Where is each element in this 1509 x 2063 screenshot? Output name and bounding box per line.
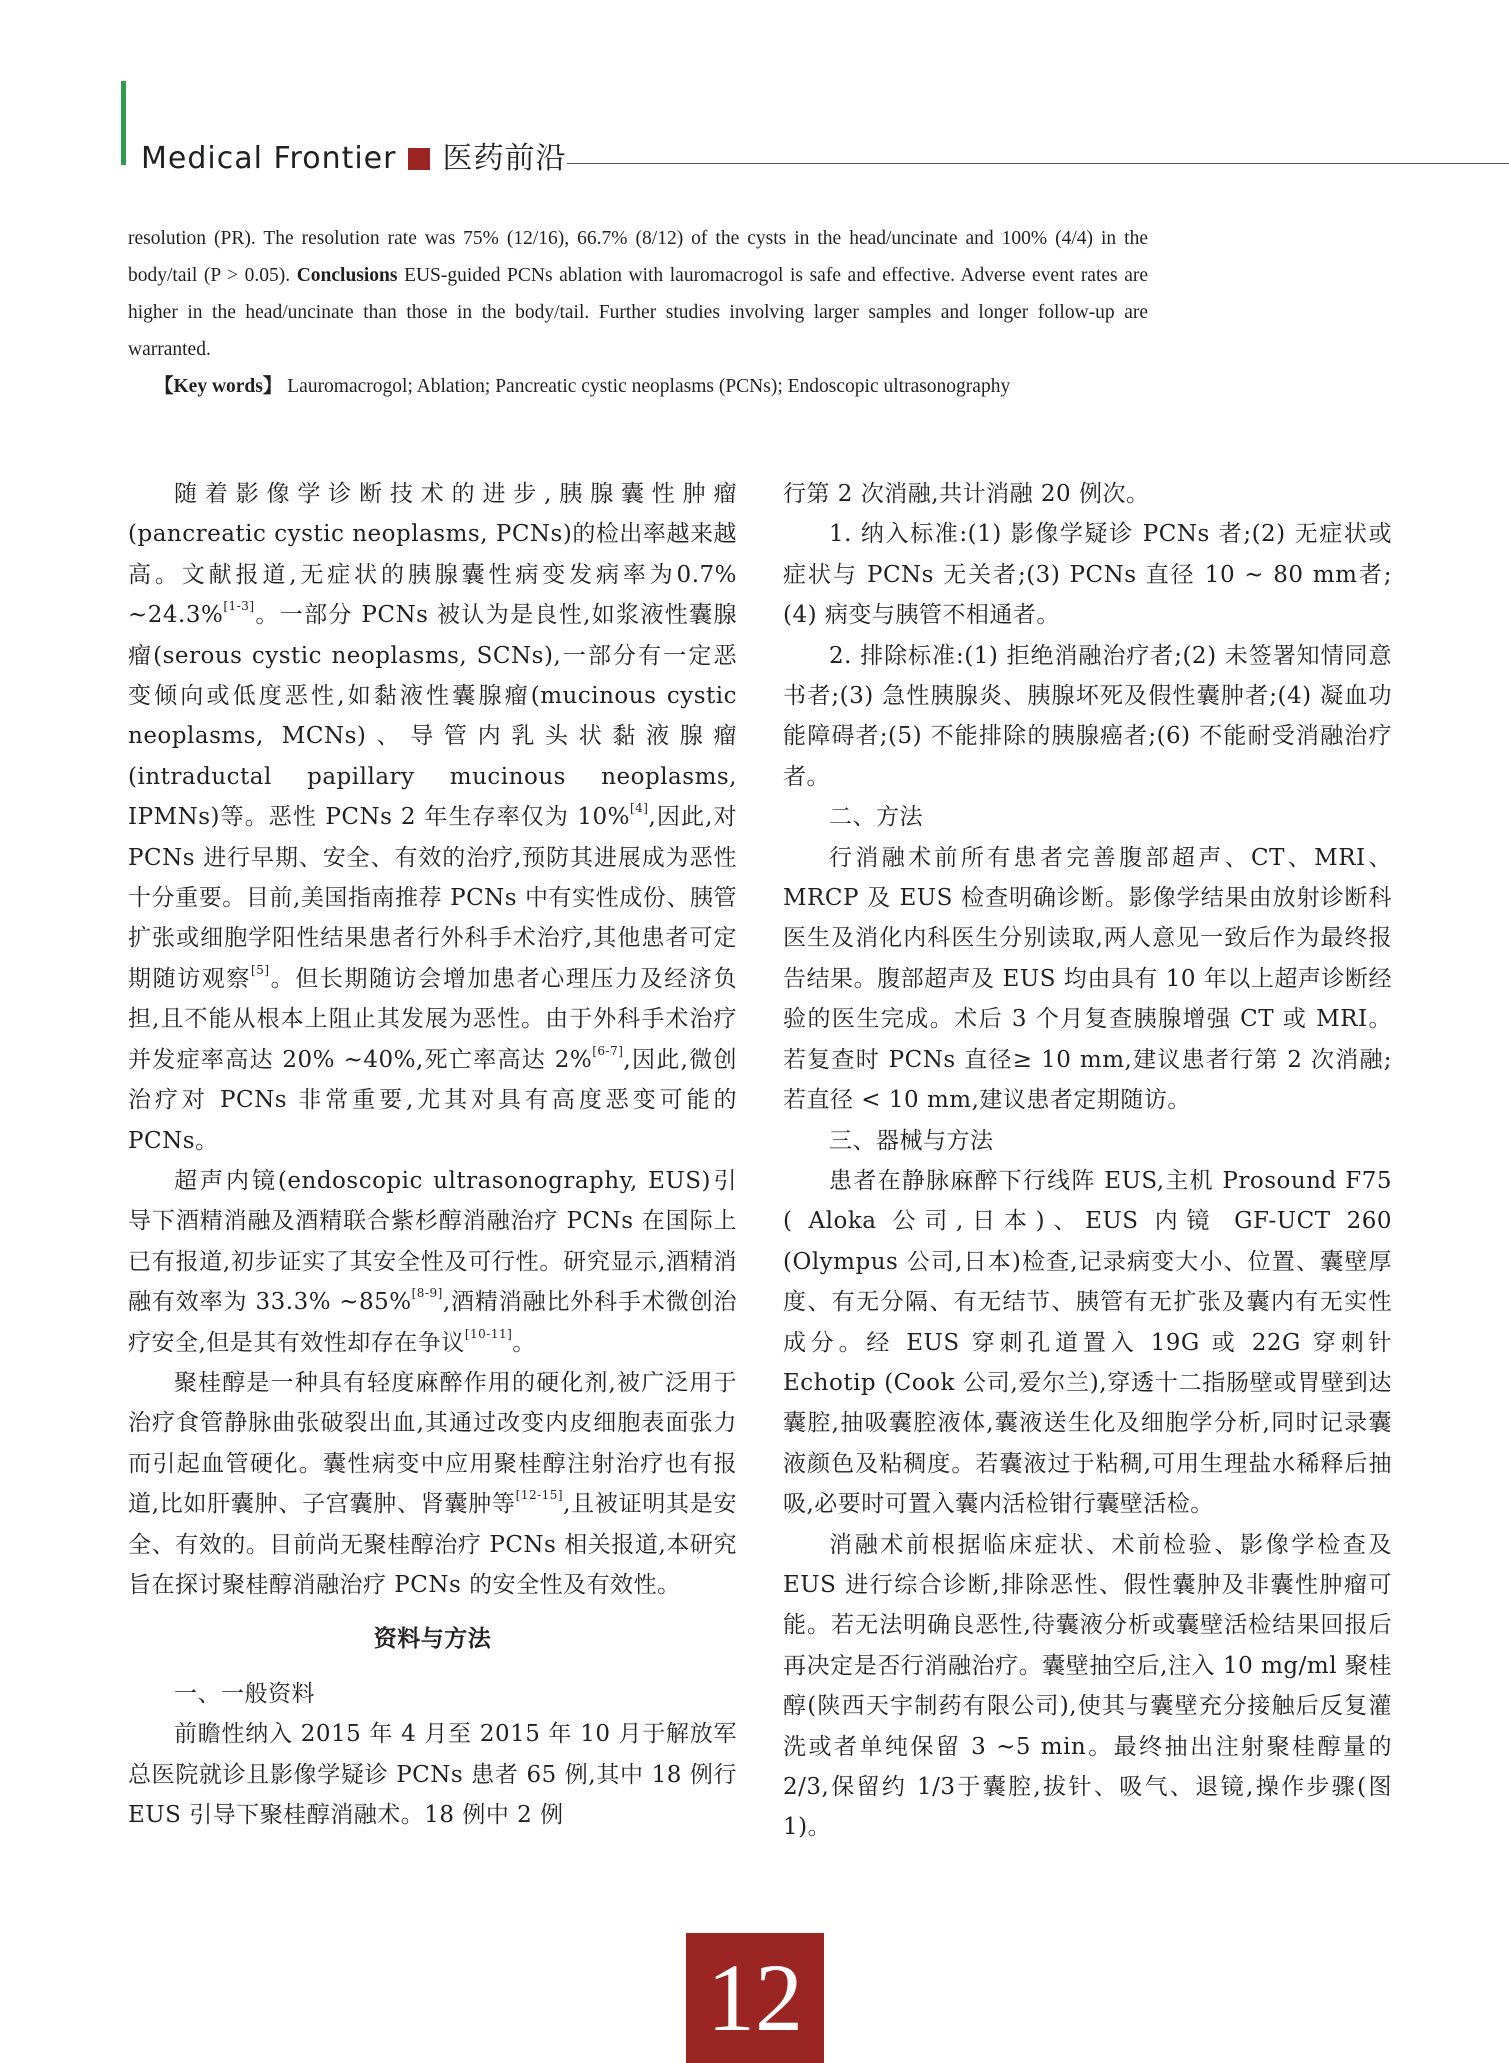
- methods-paragraph-3: 患者在静脉麻醉下行线阵 EUS,主机 Prosound F75 ( Aloka 公司,日本)、EUS 内镜 GF-UCT 260 (Olympus 公司,日本)检查,记录病变大小、位置、囊壁厚度、有无分隔、有无结节、胰管有无扩张及囊内有无实性成分。经 EUS 穿刺孔道置入 19G 或 22G 穿刺针 Echotip (Cook 公司,爱尔兰),穿透十二指肠壁或胃壁到达囊腔,抽吸囊腔液体,囊液送生化及细胞学分析,同时记录囊液颜色及粘稠度。若囊液过于粘稠,可用生理盐水稀释后抽吸,必要时可置入囊内活检钳行囊壁活检。: [783, 1167, 1392, 1518]
- citation: [10-11]: [464, 1326, 513, 1341]
- subsection-instruments: 三、器械与方法: [829, 1127, 994, 1154]
- inclusion-criteria: 1. 纳入标准:(1) 影像学疑诊 PCNs 者;(2) 无症状或症状与 PCNs 无关者;(3) PCNs 直径 10 ~ 80 mm者;(4) 病变与胰管不相通者。: [783, 521, 1392, 629]
- methods-paragraph-1: 前瞻性纳入 2015 年 4 月至 2015 年 10 月于解放军总医院就诊且影像学疑诊 PCNs 患者 65 例,其中 18 例行 EUS 引导下聚桂醇消融术。18 例中 2 例: [128, 1721, 737, 1828]
- intro-paragraph-1: 随着影像学诊断技术的进步,胰腺囊性肿瘤(pancreatic cystic neoplasms, PCNs)的检出率越来越高。文献报道,无症状的胰腺囊性病变发病率为0.7% ~24.3%[1-3]。一部分 PCNs 被认为是良性,如浆液性囊腺瘤(serous cystic neoplasms, SCNs),一部分有一定恶变倾向或低度恶性,如黏液性囊腺瘤(mucinous cystic neoplasms, MCNs)、导管内乳头状黏液腺瘤(intraductal papillary mucinous neoplasms, IPMNs)等。恶性 PCNs 2 年生存率仅为 10%[4],因此,对 PCNs 进行早期、安全、有效的治疗,预防其进展成为恶性十分重要。目前,美国指南推荐 PCNs 中有实性成份、胰管扩张或细胞学阳性结果患者行外科手术治疗,其他患者可定期随访观察[5]。但长期随访会增加患者心理压力及经济负担,且不能从根本上阻止其发展为恶性。由于外科手术治疗并发症率高达 20% ~40%,死亡率高达 2%[6-7],因此,微创治疗对 PCNs 非常重要,尤其对具有高度恶变可能的 PCNs。: [128, 481, 738, 1154]
- methods-paragraph-4: 消融术前根据临床症状、术前检验、影像学检查及 EUS 进行综合诊断,排除恶性、假性囊肿及非囊性肿瘤可能。若无法明确良恶性,待囊液分析或囊壁活检结果回报后再决定是否行消融治疗。囊壁抽空后,注入 10 mg/ml 聚桂醇(陕西天宇制药有限公司),使其与囊壁充分接触后反复灌洗或者单纯保留 3 ~5 min。最终抽出注射聚桂醇量的 2/3,保留约 1/3于囊腔,拔针、吸气、退镜,操作步骤(图 1)。: [783, 1531, 1392, 1841]
- abstract-conclusions: EUS-guided PCNs ablation with lauromacrogol is safe and effective. Adverse event rates are higher in the head/uncinate than those in the body/tail. Further studies involving larger samples and longer follow-up are warranted.: [128, 265, 1148, 360]
- subsection-general-info: 一、一般资料: [174, 1680, 315, 1707]
- page-number: 12: [686, 1933, 824, 2063]
- citation: [12-15]: [515, 1488, 564, 1503]
- journal-header: [141, 133, 566, 177]
- conclusions-label: Conclusions: [296, 265, 398, 286]
- abstract-text: [128, 220, 1148, 368]
- journal-title-cn: 医药前沿: [442, 141, 567, 176]
- intro-paragraph-3: 聚桂醇是一种具有轻度麻醉作用的硬化剂,被广泛用于治疗食管静脉曲张破裂出血,其通过改变内皮细胞表面张力而引起血管硬化。囊性病变中应用聚桂醇注射治疗也有报道,比如肝囊肿、子宫囊肿、肾囊肿等[12-15],且被证明其是安全、有效的。目前尚无聚桂醇治疗 PCNs 相关报道,本研究旨在探讨聚桂醇消融治疗 PCNs 的安全性及有效性。: [128, 1369, 737, 1598]
- right-column: [783, 474, 1392, 1848]
- subsection-methods: 二、方法: [829, 804, 923, 831]
- methods-paragraph-2: 行消融术前所有患者完善腹部超声、CT、MRI、MRCP 及 EUS 检查明确诊断。影像学结果由放射诊断科医生及消化内科医生分别读取,两人意见一致后作为最终报告结果。腹部超声及 EUS 均由具有 10 年以上超声诊断经验的医生完成。术后 3 个月复查胰腺增强 CT 或 MRI。若复查时 PCNs 直径≥ 10 mm,建议患者行第 2 次消融;若直径 < 10 mm,建议患者定期随访。: [783, 844, 1392, 1114]
- citation: [6-7]: [592, 1043, 624, 1058]
- english-abstract: [128, 220, 1148, 405]
- keywords: [128, 368, 1148, 405]
- intro-paragraph-2: 超声内镜(endoscopic ultrasonography, EUS)引导下酒精消融及酒精联合紫杉醇消融治疗 PCNs 在国际上已有报道,初步证实了其安全性及可行性。研究显示,酒精消融有效率为 33.3% ~85%[8-9],酒精消融比外科手术微创治疗安全,但是其有效性却存在争议[10-11]。: [128, 1167, 737, 1356]
- exclusion-criteria: 2. 排除标准:(1) 拒绝消融治疗者;(2) 未签署知情同意书者;(3) 急性胰腺炎、胰腺坏死及假性囊肿者;(4) 凝血功能障碍者;(5) 不能排除的胰腺癌者;(6) 不能耐受消融治疗者。: [783, 642, 1392, 790]
- journal-title-en: Medical Frontier: [141, 141, 397, 176]
- keywords-label: 【Key words】: [154, 376, 283, 397]
- abstract-results: resolution (PR). The resolution rate was 75% (12/16), 66.7% (8/12) of the cysts in the head/uncinate and 100% (4/4) in the body/tail (P > 0.05).: [128, 228, 1148, 286]
- citation: [1-3]: [223, 599, 255, 614]
- section-title: 资料与方法: [373, 1626, 492, 1653]
- methods-continued: 行第 2 次消融,共计消融 20 例次。: [783, 481, 1150, 507]
- left-column: [128, 474, 737, 1835]
- header-rule: [567, 163, 1509, 164]
- citation: [8-9]: [411, 1286, 443, 1301]
- citation: [4]: [629, 801, 649, 816]
- keywords-list: Lauromacrogol; Ablation; Pancreatic cystic neoplasms (PCNs); Endoscopic ultrasonography: [282, 376, 1011, 397]
- header-accent-bar: [121, 81, 126, 165]
- header-square-icon: [408, 148, 430, 170]
- citation: [5]: [251, 962, 270, 977]
